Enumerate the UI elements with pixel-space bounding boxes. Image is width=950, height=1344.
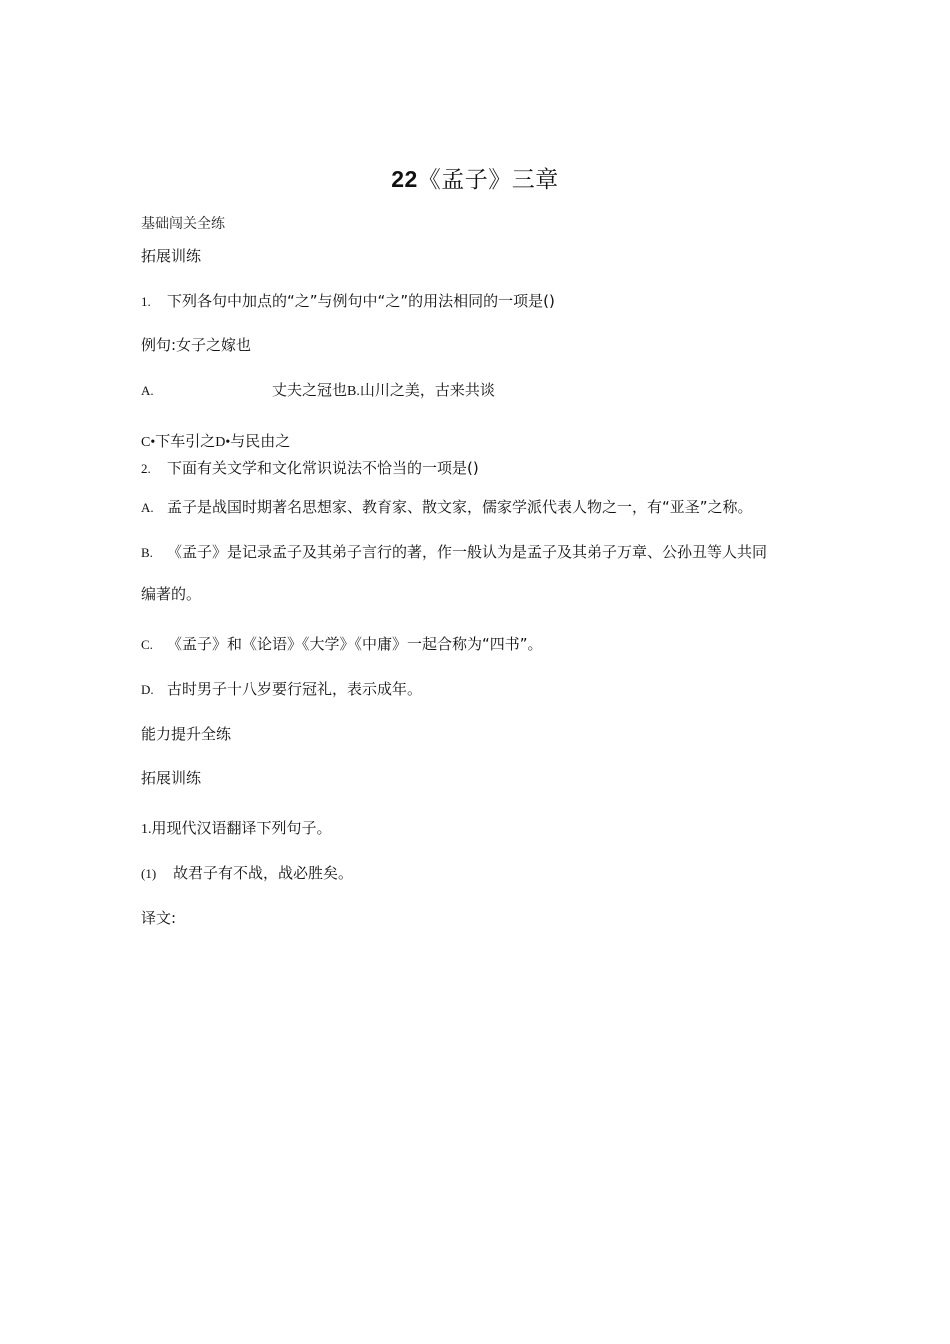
question-text: 下面有关文学和文化常识说法不恰当的一项是() bbox=[167, 459, 479, 477]
question-2-option-b bbox=[141, 543, 767, 561]
section-label-advanced: 能力提升全练 bbox=[141, 725, 232, 743]
option-a-label: A. bbox=[141, 383, 154, 398]
option-b-text: 山川之美，古来共谈 bbox=[359, 381, 495, 399]
option-b-label: B. bbox=[347, 384, 360, 399]
question-number: 1. bbox=[141, 294, 151, 309]
example-sentence: 例句:女子之嫁也 bbox=[141, 336, 252, 354]
section-label-basic: 基础闯关全练 bbox=[141, 216, 225, 232]
option-b-label: B. bbox=[141, 545, 153, 560]
option-d-text: 古时男子十八岁要行冠礼，表示成年。 bbox=[167, 680, 423, 698]
question-number: 2. bbox=[141, 461, 151, 476]
option-a-label: A. bbox=[141, 500, 154, 515]
question-2-option-d bbox=[141, 680, 422, 698]
question-2-option-a bbox=[141, 498, 753, 516]
question-1-options-cd bbox=[141, 432, 290, 452]
page-title bbox=[0, 166, 950, 195]
option-c-label: C. bbox=[141, 637, 153, 652]
section-sub-heading: 拓展训练 bbox=[141, 247, 202, 265]
part-label: (1) bbox=[141, 866, 157, 881]
question-2-option-b-continued: 编著的。 bbox=[141, 585, 202, 603]
option-a-text: 丈夫之冠也 bbox=[272, 381, 348, 399]
option-d-text: 与民由之 bbox=[230, 432, 291, 450]
option-c-text: 下车引之 bbox=[155, 432, 216, 450]
option-a-text: 孟子是战国时期著名思想家、教育家、散文家，儒家学派代表人物之一，有“亚圣”之称。 bbox=[167, 498, 753, 516]
translation-question-stem bbox=[141, 819, 332, 839]
section-sub-heading: 拓展训练 bbox=[141, 769, 202, 787]
question-1-stem bbox=[141, 292, 555, 310]
part-text: 故君子有不战，战必胜矣。 bbox=[173, 864, 354, 882]
option-b-text: 《孟子》是记录孟子及其弟子言行的著，作一般认为是孟子及其弟子万章、公孙丑等人共同 bbox=[167, 543, 768, 561]
title-number: 22 bbox=[391, 166, 418, 192]
answer-label: 译文: bbox=[141, 909, 177, 927]
question-text: 下列各句中加点的“之”与例句中“之”的用法相同的一项是() bbox=[167, 292, 555, 310]
translation-part-1 bbox=[141, 864, 353, 882]
title-text: 《孟子》三章 bbox=[417, 167, 559, 193]
question-2-stem bbox=[141, 459, 479, 477]
question-2-option-c bbox=[141, 635, 543, 653]
option-d-label: D. bbox=[141, 682, 154, 697]
option-d-label: D• bbox=[215, 435, 231, 450]
option-c-text: 《孟子》和《论语》《大学》《中庸》一起合称为“四书”。 bbox=[167, 635, 543, 653]
question-1-options-ab bbox=[141, 381, 495, 401]
option-c-label: C• bbox=[141, 435, 156, 450]
question-number: 1. bbox=[141, 822, 152, 837]
question-text: 用现代汉语翻译下列句子。 bbox=[151, 819, 332, 837]
